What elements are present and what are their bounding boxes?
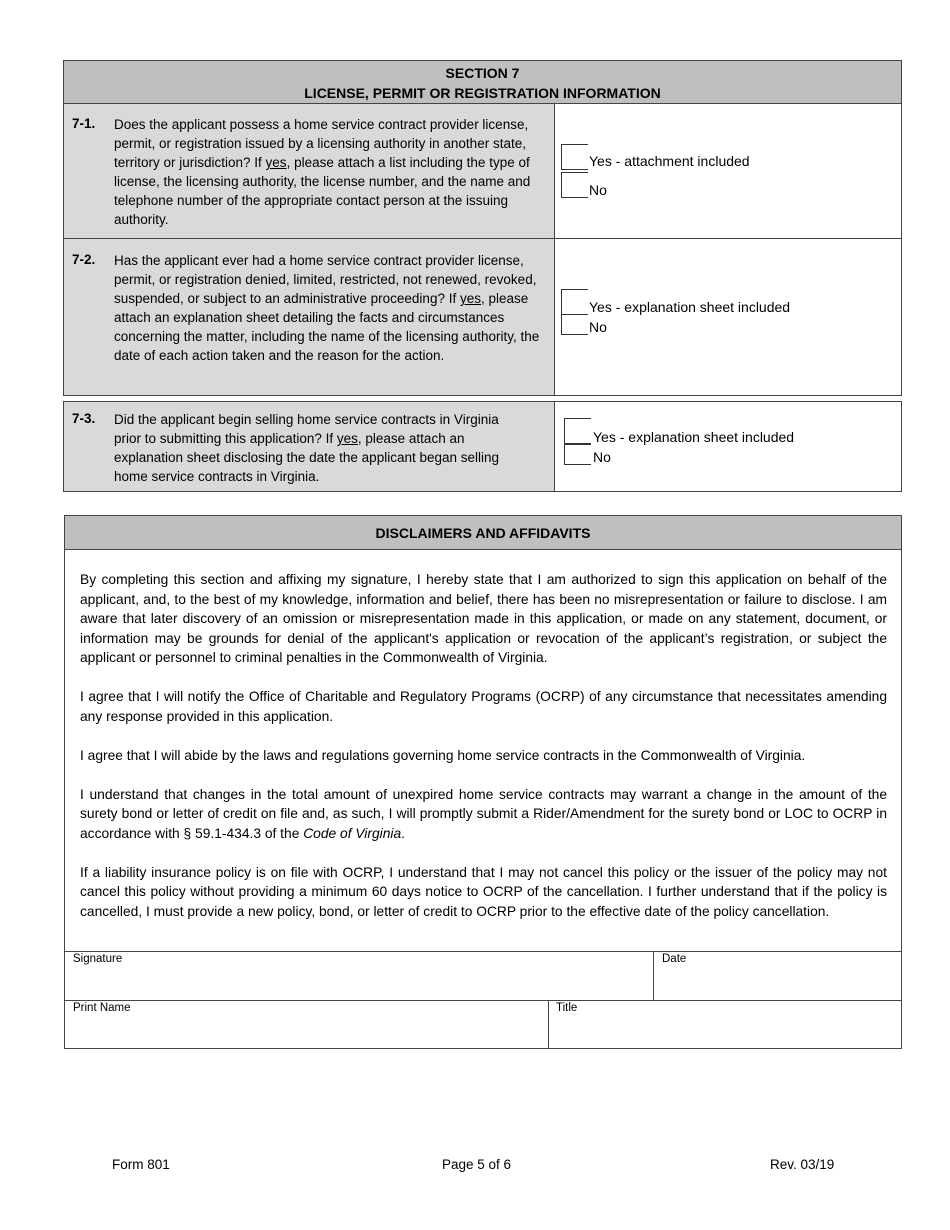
signature-label: Signature <box>73 953 123 965</box>
yes-option-label: Yes - explanation sheet included <box>589 299 791 315</box>
no-checkbox[interactable] <box>561 314 588 335</box>
question-7-3-row <box>63 401 555 492</box>
footer-form-number: Form 801 <box>112 1157 170 1172</box>
question-number: 7-3. <box>72 411 96 426</box>
print-name-label: Print Name <box>73 1002 131 1014</box>
print-name-field[interactable] <box>65 1000 549 1048</box>
disclaimer-paragraph: If a liability insurance policy is on file with OCRP, I understand that I may not cancel this policy or the issuer of the policy may not cancel this policy without providing a minimum 60 days notice to OCRP of the cancellation. I further understand that if the policy is cancelled, I must provide a new policy, bond, or letter of credit to OCRP prior to the effective date of the policy cancellation. <box>80 864 887 919</box>
disclaimers-title: DISCLAIMERS AND AFFIDAVITS <box>375 525 591 541</box>
disclaimers-body <box>80 570 887 941</box>
question-7-1-row <box>63 103 555 239</box>
date-field[interactable] <box>653 951 901 1001</box>
question-7-2-answer <box>554 238 902 396</box>
footer-page-number: Page 5 of 6 <box>442 1157 512 1172</box>
no-option-label: No <box>589 182 607 198</box>
signature-field[interactable] <box>65 951 654 1001</box>
date-label: Date <box>662 953 687 965</box>
yes-checkbox[interactable] <box>564 418 591 444</box>
question-7-1-answer <box>554 103 902 239</box>
disclaimer-paragraph: I understand that changes in the total amount of unexpired home service contracts may warrant a change in the amount of the surety bond or letter of credit on file and, as such, I will promptly submit a Rider/Amendment for the surety bond or LOC to OCRP in accordance with § 59.1-434.3 of the Code of Virginia. <box>80 786 887 841</box>
disclaimers-box <box>64 515 902 1049</box>
question-text: Did the applicant begin selling home service contracts in Virginia prior to submitting this application? If yes, please attach an explanation sheet disclosing the date the applicant began selling home service contracts in Virginia. <box>114 412 500 484</box>
no-option-label: No <box>593 449 611 465</box>
question-text: Has the applicant ever had a home service contract provider license, permit, or registration denied, limited, restricted, not renewed, revoked, suspended, or subject to an administrative proceeding? If yes, please attach an explanation sheet detailing the facts and circumstances concerning the matter, including the name of the licensing authority, the date of each action taken and the reason for the action. <box>114 253 540 363</box>
title-label: Title <box>556 1002 578 1014</box>
no-checkbox[interactable] <box>564 444 591 465</box>
question-number: 7-1. <box>72 116 96 131</box>
yes-checkbox[interactable] <box>561 289 588 315</box>
section7-subtitle: LICENSE, PERMIT OR REGISTRATION INFORMATION <box>304 85 661 101</box>
title-field[interactable] <box>548 1000 901 1048</box>
no-checkbox[interactable] <box>561 172 588 198</box>
disclaimer-paragraph: I agree that I will notify the Office of Charitable and Regulatory Programs (OCRP) of any circumstance that necessitates amending any response provided in this application. <box>80 689 887 724</box>
yes-checkbox[interactable] <box>561 144 588 170</box>
section7-header <box>63 60 902 104</box>
disclaimer-paragraph: By completing this section and affixing my signature, I hereby state that I am authorized to sign this application on behalf of the applicant, and, to the best of my knowledge, information and belief, there has been no misrepresentation or failure to disclose. I am aware that later discovery of an omission or misrepresentation made in this application, or made on any statement, document, or information may be grounds for denial of the applicant's application or revocation of the applicant’s registration, or subject the applicant or personnel to criminal penalties in the Commonwealth of Virginia. <box>80 572 887 665</box>
footer-revision: Rev. 03/19 <box>770 1157 835 1172</box>
question-7-3-answer <box>554 401 902 492</box>
question-number: 7-2. <box>72 252 96 267</box>
yes-option-label: Yes - explanation sheet included <box>593 429 795 445</box>
no-option-label: No <box>589 319 607 335</box>
disclaimers-header <box>65 516 901 550</box>
disclaimer-paragraph: I agree that I will abide by the laws and regulations governing home service contracts in the Commonwealth of Virginia. <box>80 747 806 763</box>
yes-option-label: Yes - attachment included <box>589 153 750 169</box>
question-7-2-row <box>63 238 555 396</box>
section7-title: SECTION 7 <box>445 65 520 81</box>
question-text: Does the applicant possess a home service contract provider license, permit, or registration issued by a licensing authority in another state, territory or jurisdiction? If yes, please attach a list including the type of license, the licensing authority, the license number, and the name and telephone number of the appropriate contact person at the issuing authority. <box>114 117 531 227</box>
